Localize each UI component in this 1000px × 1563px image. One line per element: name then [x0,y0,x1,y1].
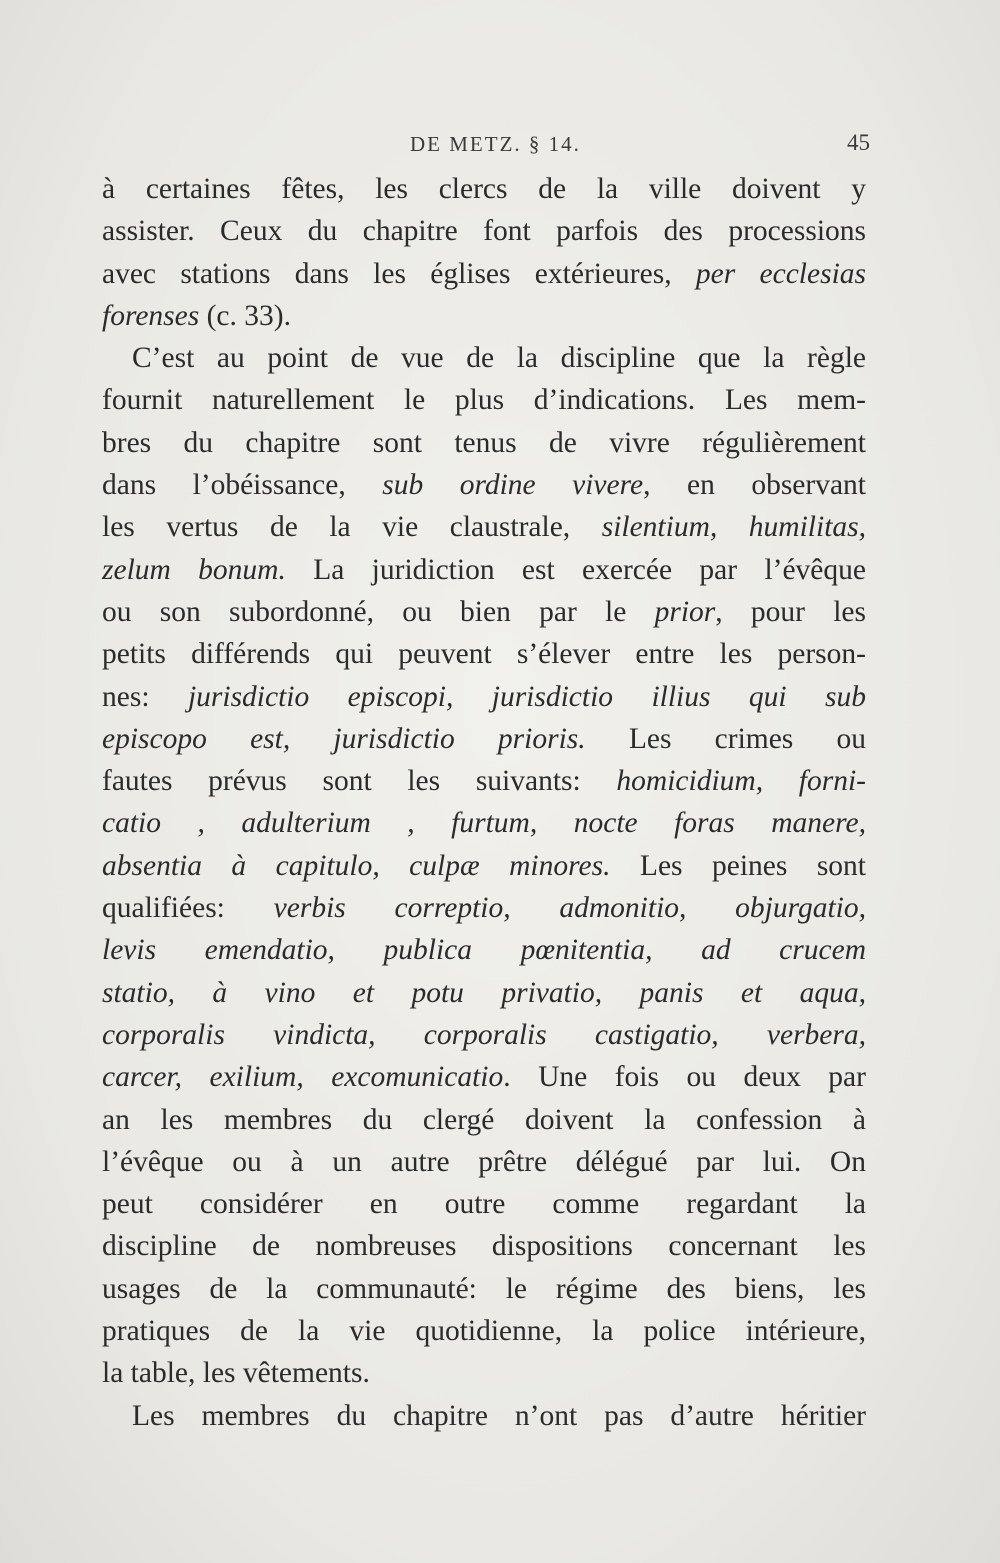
text-line [102,1141,866,1183]
italic-latin-text: statio, à vino et potu privatio, panis et aqua, [102,976,866,1009]
text-line [102,760,866,802]
text-segment: nes: [102,680,188,713]
text-line [102,379,866,421]
text-line [102,1014,866,1056]
text-segment: petits différends qui peuvent s’élever entre les person- [102,638,866,671]
text-segment: Les membres du chapitre n’ont pas d’autre héritier [132,1399,866,1432]
text-segment: les vertus de la vie claustrale, [102,511,602,544]
text-line [102,1395,866,1437]
body-text [102,168,866,1437]
text-segment: an les membres du clergé doivent la confession à [102,1103,866,1136]
italic-latin-text: zelum bonum. [102,553,286,586]
italic-latin-text: silentium, humilitas, [601,511,866,544]
text-segment: ou son subordonné, ou bien par le [102,595,655,628]
text-segment: à certaines fêtes, les clercs de la ville doivent y [102,173,866,205]
text-segment: usages de la communauté: le régime des biens, les [102,1272,866,1305]
text-line [102,1225,866,1267]
italic-latin-text: sub ordine vivere [382,469,644,502]
italic-latin-text: episcopo est, jurisdictio prioris. [102,722,586,755]
italic-latin-text: verbis correptio, admonitio, objurgatio, [273,892,867,925]
text-line [102,1183,866,1225]
page-number: 45 [847,130,870,155]
text-segment: La juridiction est exercée par l’évêque [285,553,866,586]
italic-latin-text: forenses [102,299,200,332]
italic-latin-text: corporalis vindicta, corporalis castigatio, verbera, [102,1018,866,1051]
text-line [102,1310,866,1352]
text-segment: dans l’obéissance, [102,469,383,502]
italic-latin-text: carcer, exilium, excomunicatio [102,1061,504,1094]
text-line [102,549,866,591]
text-line [102,422,866,464]
text-line [102,1268,866,1310]
text-segment: Les peines sont [610,849,866,882]
text-line [102,591,866,633]
text-segment: , pour les [715,595,867,628]
text-segment: fautes prévus sont les suivants: [102,765,617,798]
italic-latin-text: absentia à capitulo, culpæ minores. [102,849,611,882]
text-segment: assister. Ceux du chapitre font parfois des processions [102,215,866,248]
italic-latin-text: prior [654,595,716,628]
text-segment: C’est au point de vue de la discipline que la règle [132,342,866,375]
text-line [102,676,866,718]
text-segment: bres du chapitre sont tenus de vivre régulièrement [102,426,866,459]
text-line [102,1099,866,1141]
text-line [102,845,866,887]
text-line [102,802,866,844]
text-segment: . Une fois ou deux par [503,1061,866,1094]
text-segment: fournit naturellement le plus d’indications. Les mem- [102,384,866,417]
text-segment: discipline de nombreuses dispositions concernant les [102,1230,866,1263]
text-segment: peut considérer en outre comme regardant la [102,1188,866,1221]
text-line [102,929,866,971]
text-line [102,253,866,295]
text-line [102,718,866,760]
text-segment: , en observant [643,469,867,502]
text-segment: Les crimes ou [585,722,866,755]
text-segment: qualifiées: [102,892,274,925]
page-header [100,128,870,164]
text-segment: pratiques de la vie quotidienne, la police intérieure, [102,1315,866,1348]
text-line [102,1352,866,1394]
italic-latin-text: levis emendatio, publica pœnitentia, ad crucem [102,934,866,967]
italic-latin-text: catio , adulterium , furtum, nocte foras manere, [102,807,866,840]
text-line [102,633,866,675]
text-line [102,464,866,506]
italic-latin-text: per ecclesias [695,257,866,290]
text-segment: avec stations dans les églises extérieures, [102,257,696,290]
text-line [102,168,866,210]
running-head: DE METZ. § 14. [410,132,581,156]
text-line [102,210,866,252]
text-line [102,337,866,379]
text-line [102,295,866,337]
text-line [102,506,866,548]
italic-latin-text: jurisdictio episcopi, jurisdictio illius qui sub [187,680,866,713]
text-line [102,887,866,929]
text-segment: la table, les vêtements. [102,1357,370,1390]
text-line [102,972,866,1014]
text-line [102,1056,866,1098]
italic-latin-text: homicidium, forni- [616,765,866,798]
text-segment: (c. 33). [199,299,291,332]
text-segment: l’évêque ou à un autre prêtre délégué par lui. On [102,1145,866,1178]
